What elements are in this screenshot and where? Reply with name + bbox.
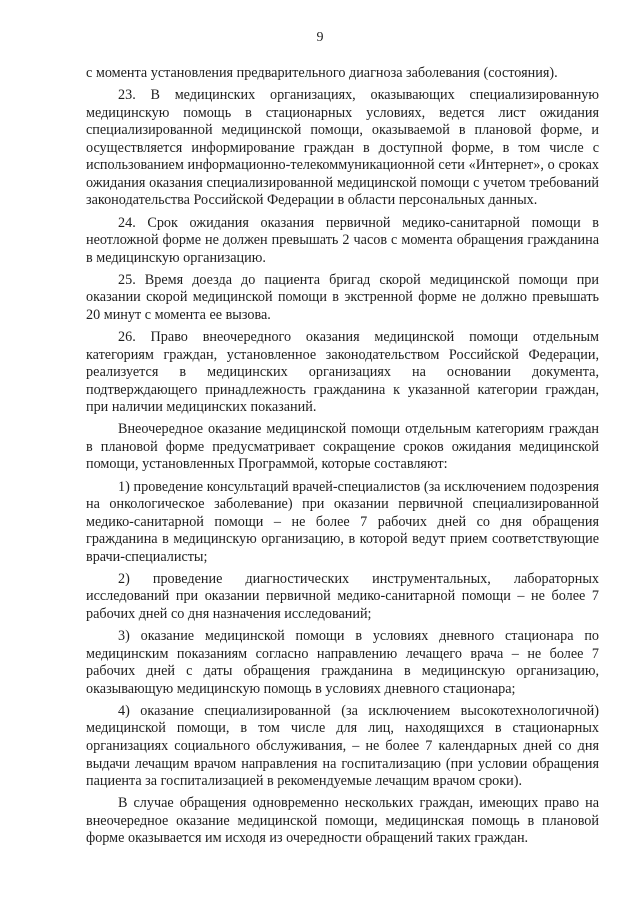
- list-item-2: 2) проведение диагностических инструментальных, лабораторных исследований при оказании первичной медико-санитарной помощи – не более 7 рабочих дней со дня назначения исследований;: [86, 570, 599, 623]
- paragraph-continuation: с момента установления предварительного диагноза заболевания (состояния).: [86, 65, 558, 81]
- paragraph-simultaneous-requests: В случае обращения одновременно нескольких граждан, имеющих право на внеочередное оказание медицинской помощи, медицинская помощь в плановой форме оказывается им исходя из очередности обращений таких граждан.: [86, 795, 599, 847]
- document-body: [86, 65, 599, 853]
- page-number: 9: [316, 30, 324, 45]
- list-item-3: 3) оказание медицинской помощи в условиях дневного стационара по медицинским показаниям согласно направлению лечащего врача – не более 7 рабочих дней с даты обращения гражданина в медицинскую организацию, оказывающую медицинскую помощь в условиях дневного стационара;: [86, 628, 599, 697]
- paragraph-26: 26. Право внеочередного оказания медицинской помощи отдельным категориям граждан, установленное законодательством Российской Федерации, реализуется в медицинских организациях на основании документа, подтверждающего принадлежность гражданина к указанной категории граждан, при наличии медицинских показаний.: [86, 329, 599, 416]
- list-item-4: 4) оказание специализированной (за исключением высокотехнологичной) медицинской помощи, в том числе для лиц, находящихся в стационарных организациях социального обслуживания, – не более 7 календарных дней со дня выдачи лечащим врачом направления на госпитализацию (при условии обращения пациента за госпитализацией в рекомендуемые лечащим врачом сроки).: [86, 702, 599, 790]
- paragraph-priority-care: Внеочередное оказание медицинской помощи отдельным категориям граждан в плановой форме предусматривает сокращение сроков ожидания медицинской помощи, установленных Программой, которые составляют:: [86, 421, 599, 473]
- paragraph-24: 24. Срок ожидания оказания первичной медико-санитарной помощи в неотложной форме не должен превышать 2 часов с момента обращения гражданина в медицинскую организацию.: [86, 214, 599, 266]
- paragraph-25: 25. Время доезда до пациента бригад скорой медицинской помощи при оказании скорой медицинской помощи в экстренной форме не должно превышать 20 минут с момента ее вызова.: [86, 271, 599, 323]
- list-item-1: 1) проведение консультаций врачей-специалистов (за исключением подозрения на онкологическое заболевание) при оказании первичной специализированной медико-санитарной помощи – не более 7 рабочих дней со дня обращения гражданина в медицинскую организацию, в которой ведут прием соответствующие врачи-специалисты;: [86, 478, 599, 565]
- paragraph-23: 23. В медицинских организациях, оказывающих специализированную медицинскую помощь в стационарных условиях, ведется лист ожидания специализированной медицинской помощи, оказываемой в плановой форме, и осуществляется информирование граждан в доступной форме, в том числе с использованием информационно-телекоммуникационной сети «Интернет», о сроках ожидания оказания специализированной медицинской помощи с учетом требований законодательства Российской Федерации в области персональных данных.: [86, 87, 599, 209]
